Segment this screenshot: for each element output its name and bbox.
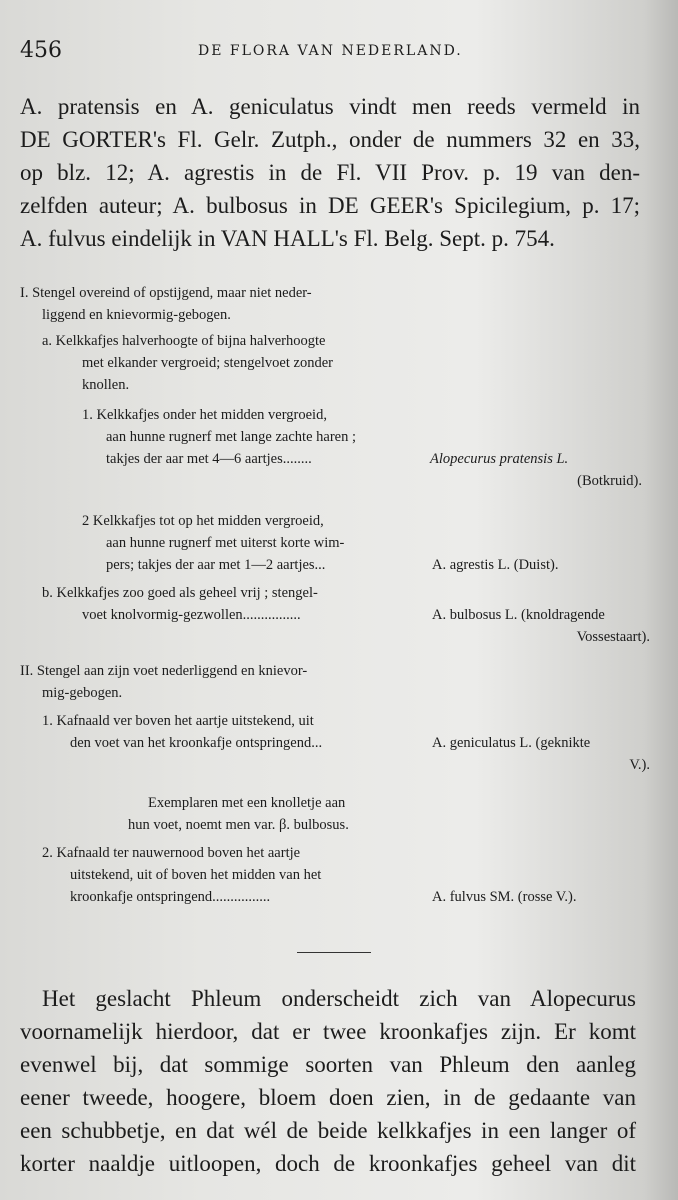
closing-paragraph: [20, 982, 636, 1180]
intro-line: A. pratensis en A. geniculatus vindt men reeds vermeld in: [20, 94, 640, 119]
common-name: (Botkruid).: [577, 473, 642, 489]
key-line: 1. Kafnaald ver boven het aartje uitstekend, uit: [42, 713, 314, 729]
closing-line: eener tweede, hoogere, bloem doen zien, in de gedaante van: [20, 1085, 636, 1110]
key-line: takjes der aar met 4—6 aartjes........: [106, 451, 312, 467]
variety-note: hun voet, noemt men var. β. bulbosus.: [128, 817, 349, 833]
key-line: a. Kelkkafjes halverhoogte of bijna halverhoogte: [42, 333, 326, 349]
key-line: knollen.: [82, 377, 130, 393]
closing-line: voornamelijk hierdoor, dat er twee kroonkafjes zijn. Er komt: [20, 1019, 636, 1044]
running-title: DE FLORA VAN NEDERLAND.: [198, 43, 463, 59]
key-line: pers; takjes der aar met 1—2 aartjes...: [106, 557, 326, 573]
key-line: b. Kelkkafjes zoo goed als geheel vrij ; stengel-: [42, 585, 318, 601]
intro-line: zelfden auteur; A. bulbosus in DE GEER's Spicilegium, p. 17;: [20, 193, 640, 218]
species-name: A. fulvus SM. (rosse V.).: [432, 889, 577, 905]
key-line: mig-gebogen.: [42, 685, 123, 701]
key-line: 1. Kelkkafjes onder het midden vergroeid,: [82, 407, 327, 423]
common-name: V.).: [629, 757, 650, 773]
intro-line: op blz. 12; A. agrestis in de Fl. VII Prov. p. 19 van den-: [20, 160, 640, 185]
closing-line: evenwel bij, dat sommige soorten van Phleum den aanleg: [20, 1052, 636, 1077]
intro-paragraph: [20, 90, 640, 255]
key-line: II. Stengel aan zijn voet nederliggend en knievor-: [20, 663, 308, 679]
closing-line: korter naaldje uitloopen, doch de kroonkafjes geheel van dit: [20, 1151, 636, 1176]
intro-line: A. fulvus eindelijk in VAN HALL's Fl. Belg. Sept. p. 754.: [20, 226, 555, 251]
key-line: liggend en knievormig-gebogen.: [42, 307, 231, 323]
key-line: 2 Kelkkafjes tot op het midden vergroeid,: [82, 513, 324, 529]
page-number: 456: [20, 38, 62, 63]
key-line: I. Stengel overeind of opstijgend, maar niet neder-: [20, 285, 312, 301]
closing-line: Het geslacht Phleum onderscheidt zich van Alopecurus: [42, 986, 636, 1011]
key-line: uitstekend, uit of boven het midden van het: [70, 867, 322, 883]
variety-note: Exemplaren met een knolletje aan: [148, 795, 346, 811]
page-header: [20, 38, 648, 68]
species-name: A. geniculatus L. (geknikte: [432, 735, 591, 751]
common-name: Vossestaart).: [576, 629, 650, 645]
closing-line: een schubbetje, en dat wél de beide kelkkafjes in een langer of: [20, 1118, 636, 1143]
intro-line: DE GORTER's Fl. Gelr. Zutph., onder de nummers 32 en 33,: [20, 127, 640, 152]
section-divider: [297, 952, 371, 953]
key-line: voet knolvormig-gezwollen................: [82, 607, 301, 623]
key-line: den voet van het kroonkafje ontspringend...: [70, 735, 323, 751]
key-line: kroonkafje ontspringend................: [70, 889, 271, 905]
key-line: 2. Kafnaald ter nauwernood boven het aartje: [42, 845, 301, 861]
key-line: met elkander vergroeid; stengelvoet zonder: [82, 355, 333, 371]
species-name: Alopecurus pratensis L.: [430, 451, 569, 467]
key-line: aan hunne rugnerf met lange zachte haren ;: [106, 429, 356, 445]
species-name: A. agrestis L. (Duist).: [432, 557, 559, 573]
key-line: aan hunne rugnerf met uiterst korte wim-: [106, 535, 345, 551]
species-name: A. bulbosus L. (knoldragende: [432, 607, 605, 623]
